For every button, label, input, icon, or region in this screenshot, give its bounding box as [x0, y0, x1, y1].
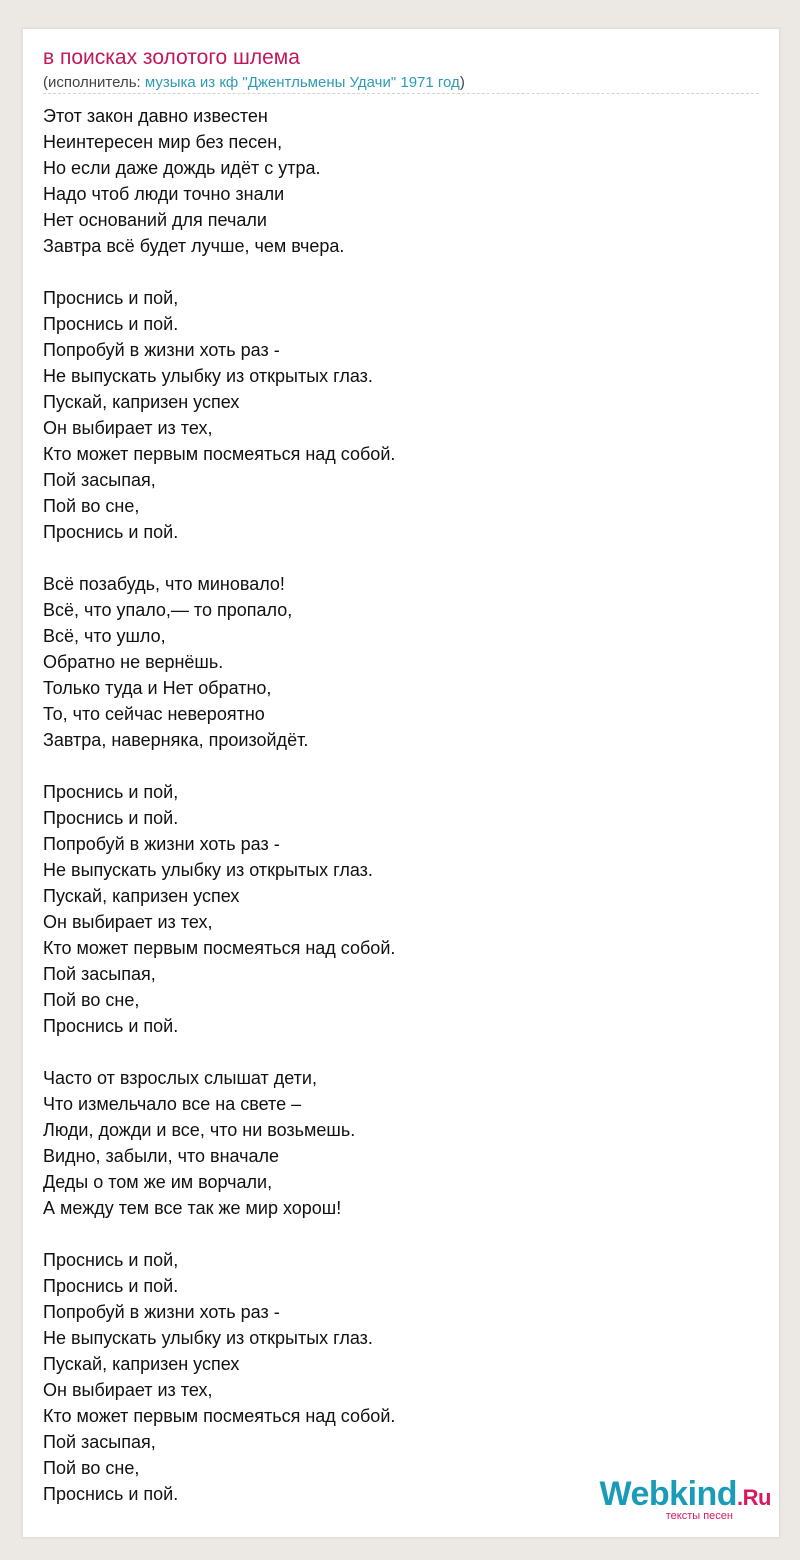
- lyric-line: Надо чтоб люди точно знали: [43, 184, 285, 204]
- lyric-line: Проснись и пой.: [43, 314, 179, 334]
- lyric-line: Этот закон давно известен: [43, 106, 268, 126]
- lyric-line: Пой во сне,: [43, 1458, 140, 1478]
- lyric-line: Проснись и пой.: [43, 1276, 179, 1296]
- lyric-line: Пой засыпая,: [43, 1432, 156, 1452]
- lyric-line: Не выпускать улыбку из открытых глаз.: [43, 1328, 373, 1348]
- stanza: [43, 571, 759, 753]
- lyric-line: Пускай, капризен успех: [43, 886, 240, 906]
- stanza: [43, 779, 759, 1039]
- header-divider: [43, 93, 759, 94]
- lyric-line: Завтра, наверняка, произойдёт.: [43, 730, 309, 750]
- lyric-line: Нет оснований для печали: [43, 210, 267, 230]
- lyrics-body: [43, 103, 759, 1533]
- lyric-line: То, что сейчас невероятно: [43, 704, 265, 724]
- lyric-line: Проснись и пой,: [43, 782, 179, 802]
- lyric-line: Неинтересен мир без песен,: [43, 132, 283, 152]
- song-title: в поисках золотого шлема: [43, 46, 300, 69]
- lyric-line: Попробуй в жизни хоть раз -: [43, 1302, 280, 1322]
- lyric-line: Кто может первым посмеяться над собой.: [43, 938, 396, 958]
- lyric-line: Только туда и Нет обратно,: [43, 678, 272, 698]
- lyric-line: Пой засыпая,: [43, 470, 156, 490]
- site-logo[interactable]: [571, 1475, 771, 1525]
- artist-suffix: ): [459, 74, 465, 91]
- lyric-line: Всё, что упало,— то пропало,: [43, 600, 293, 620]
- lyric-line: Проснись и пой,: [43, 288, 179, 308]
- lyric-line: Пускай, капризен успех: [43, 1354, 240, 1374]
- lyric-line: Кто может первым посмеяться над собой.: [43, 1406, 396, 1426]
- lyric-line: Не выпускать улыбку из открытых глаз.: [43, 366, 373, 386]
- lyric-line: Проснись и пой.: [43, 1016, 179, 1036]
- lyric-line: Он выбирает из тех,: [43, 912, 213, 932]
- artist-prefix: (исполнитель:: [43, 74, 145, 91]
- artist-line: [43, 73, 465, 93]
- artist-link[interactable]: музыка из кф "Джентльмены Удачи" 1971 год: [144, 74, 460, 91]
- lyric-line: Кто может первым посмеяться над собой.: [43, 444, 396, 464]
- lyric-line: Он выбирает из тех,: [43, 418, 213, 438]
- stanza: [43, 1247, 759, 1507]
- lyric-line: Проснись и пой,: [43, 1250, 179, 1270]
- lyric-line: Проснись и пой.: [43, 1484, 179, 1504]
- stanza: [43, 285, 759, 545]
- lyric-line: Он выбирает из тех,: [43, 1380, 213, 1400]
- lyric-line: Проснись и пой.: [43, 808, 179, 828]
- lyric-line: Пой во сне,: [43, 990, 140, 1010]
- lyric-line: Попробуй в жизни хоть раз -: [43, 834, 280, 854]
- lyric-line: Пой во сне,: [43, 496, 140, 516]
- lyric-line: Видно, забыли, что вначале: [43, 1146, 280, 1166]
- lyric-line: Завтра всё будет лучше, чем вчера.: [43, 236, 345, 256]
- logo-tld: .Ru: [737, 1485, 771, 1510]
- lyric-line: Что измельчало все на свете –: [43, 1094, 302, 1114]
- lyric-line: А между тем все так же мир хорош!: [43, 1198, 342, 1218]
- lyric-line: Деды о том же им ворчали,: [43, 1172, 273, 1192]
- stanza: [43, 103, 759, 259]
- lyric-line: Пой засыпая,: [43, 964, 156, 984]
- logo-tagline: тексты песен: [665, 1510, 733, 1522]
- lyric-line: Проснись и пой.: [43, 522, 179, 542]
- lyric-line: Всё позабудь, что миновало!: [43, 574, 285, 594]
- stanza: [43, 1065, 759, 1221]
- lyric-line: Обратно не вернёшь.: [43, 652, 224, 672]
- lyric-line: Люди, дожди и все, что ни возьмешь.: [43, 1120, 356, 1140]
- logo-name: Webkind: [599, 1475, 738, 1513]
- lyrics-card: [22, 28, 780, 1538]
- lyric-line: Всё, что ушло,: [43, 626, 166, 646]
- lyric-line: Пускай, капризен успех: [43, 392, 240, 412]
- lyric-line: Часто от взрослых слышат дети,: [43, 1068, 317, 1088]
- lyric-line: Но если даже дождь идёт с утра.: [43, 158, 321, 178]
- lyric-line: Попробуй в жизни хоть раз -: [43, 340, 280, 360]
- lyric-line: Не выпускать улыбку из открытых глаз.: [43, 860, 373, 880]
